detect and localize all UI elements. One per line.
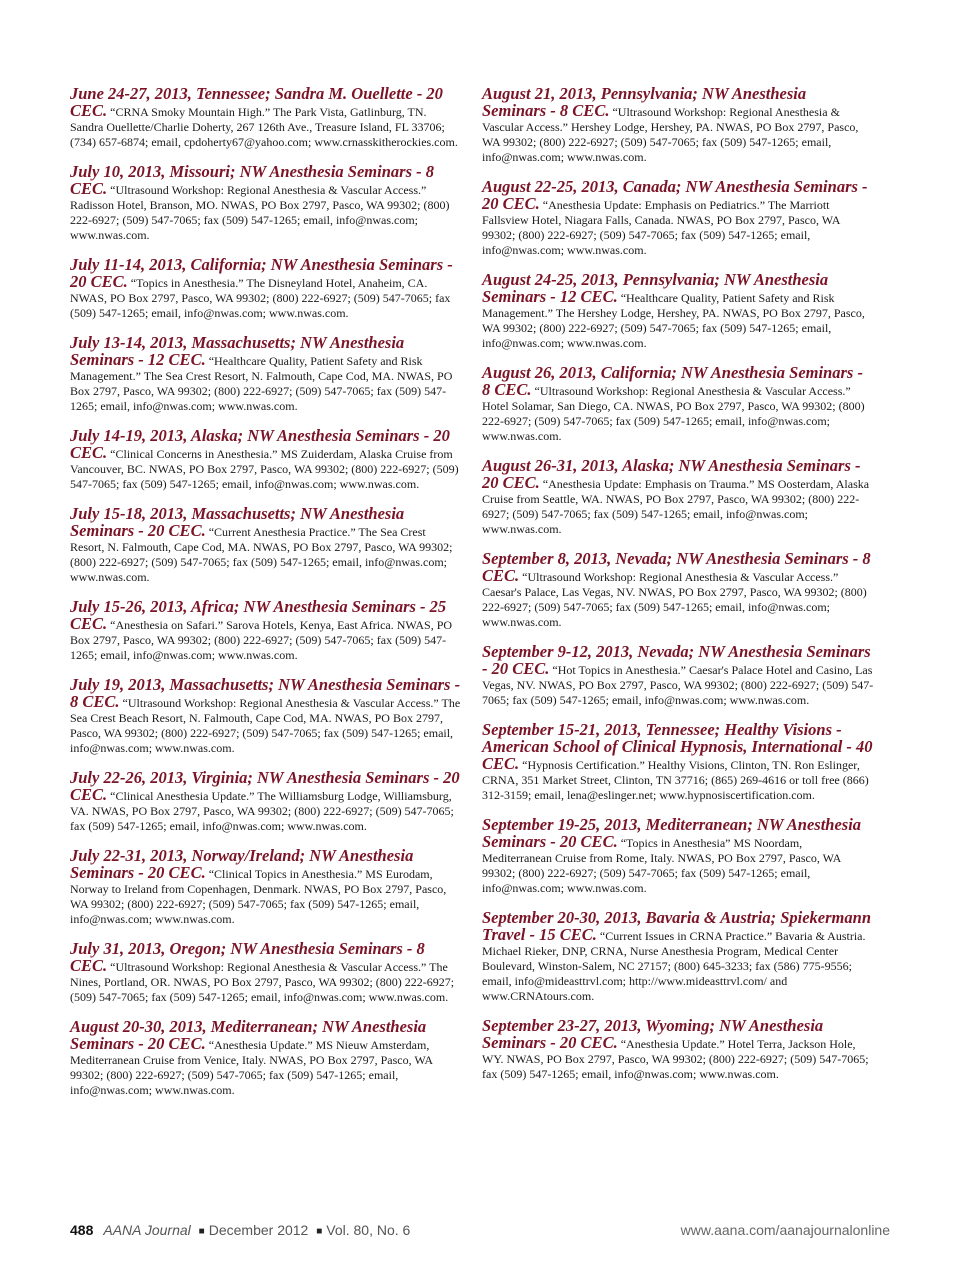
event-heading: July 22-26, 2013, Virginia; NW Anesthesia Seminars - 20 CEC. [70, 768, 460, 804]
event-details: “Ultrasound Workshop: Regional Anesthesia & Vascular Access.” Hershey Lodge, Hershey, PA. NWAS, PO Box 2797, Pasco, WA 99302; (800) 222-6927; (509) 547-7065; fax (509) 547-1265; email, info@nwas.com; www.nwas.com. [482, 105, 859, 164]
event-heading: July 19, 2013, Massachusetts; NW Anesthesia Seminars - 8 CEC. [70, 675, 461, 711]
event-listing [482, 1018, 874, 1082]
event-listing [70, 941, 462, 1005]
event-heading: September 19-25, 2013, Mediterranean; NW Anesthesia Seminars - 20 CEC. [482, 815, 862, 851]
event-details: “Healthcare Quality, Patient Safety and Risk Management.” The Sea Crest Resort, N. Falmouth, Cape Cod, MA. NWAS, PO Box 2797, Pasco, WA 99302; (800) 222-6927; (509) 547-7065; fax (509) 547-1265; email, info@nwas.com; www.nwas.com. [70, 354, 453, 413]
event-listing [482, 910, 874, 1004]
event-heading: August 22-25, 2013, Canada; NW Anesthesia Seminars - 20 CEC. [482, 177, 868, 213]
event-heading: July 11-14, 2013, California; NW Anesthesia Seminars - 20 CEC. [70, 255, 453, 291]
event-heading: July 14-19, 2013, Alaska; NW Anesthesia Seminars - 20 CEC. [70, 426, 450, 462]
event-details: “Clinical Concerns in Anesthesia.” MS Zuiderdam, Alaska Cruise from Vancouver, BC. NWAS, PO Box 2797, Pasco, WA 99302; (800) 222-6927; (509) 547-7065; fax (509) 547-1265; email, info@nwas.com; www.nwas.com. [70, 447, 459, 491]
left-column [70, 86, 462, 1112]
event-heading: August 21, 2013, Pennsylvania; NW Anesthesia Seminars - 8 CEC. [482, 84, 807, 120]
event-listing [70, 164, 462, 243]
event-heading: July 15-26, 2013, Africa; NW Anesthesia Seminars - 25 CEC. [70, 597, 447, 633]
event-heading: August 20-30, 2013, Mediterranean; NW Anesthesia Seminars - 20 CEC. [70, 1017, 427, 1053]
event-heading: September 9-12, 2013, Nevada; NW Anesthesia Seminars - 20 CEC. [482, 642, 871, 678]
event-heading: September 20-30, 2013, Bavaria & Austria; Spiekermann Travel - 15 CEC. [482, 908, 871, 944]
event-heading: June 24-27, 2013, Tennessee; Sandra M. Ouellette - 20 CEC. [70, 84, 443, 120]
event-details: “Topics in Anesthesia” MS Noordam, Mediterranean Cruise from Rome, Italy. NWAS, PO Box 2797, Pasco, WA 99302; (800) 222-6927; (509) 547-7065; fax (509) 547-1265; email, info@nwas.com; www.nwas.com. [482, 836, 841, 895]
event-details: “Hypnosis Certification.” Healthy Visions, Clinton, TN. Ron Eslinger, CRNA, 351 Market Street, Clinton, TN 37716; (865) 269-4616 or toll free (866) 312-3159; email, lena@eslinger.net; www.hypnosiscertification.com. [482, 758, 869, 802]
event-heading: July 15-18, 2013, Massachusetts; NW Anesthesia Seminars - 20 CEC. [70, 504, 405, 540]
issue-date: December 2012 [208, 1222, 309, 1238]
event-listing [70, 335, 462, 414]
event-details: “Clinical Topics in Anesthesia.” MS Eurodam, Norway to Ireland from Copenhagen, Denmark. NWAS, PO Box 2797, Pasco, WA 99302; (800) 222-6927; (509) 547-7065; fax (509) 547-1265; email, info@nwas.com; www.nwas.com. [70, 867, 447, 926]
event-details: “Anesthesia Update.” Hotel Terra, Jackson Hole, WY. NWAS, PO Box 2797, Pasco, WA 99302; (800) 222-6927; (509) 547-7065; fax (509) 547-1265; email, info@nwas.com; www.nwas.com. [482, 1037, 869, 1081]
event-listing [70, 770, 462, 834]
event-details: “Ultrasound Workshop: Regional Anesthesia & Vascular Access.” Caesar's Palace, Las Vegas, NV. NWAS, PO Box 2797, Pasco, WA 99302; (800) 222-6927; (509) 547-7065; fax (509) 547-1265; email, info@nwas.com; www.nwas.com. [482, 570, 867, 629]
event-details: “Ultrasound Workshop: Regional Anesthesia & Vascular Access.” Hotel Solamar, San Diego, CA. NWAS, PO Box 2797, Pasco, WA 99302; (800) 222-6927; (509) 547-7065; fax (509) 547-1265; email, info@nwas.com; www.nwas.com. [482, 384, 865, 443]
separator-icon: ■ [316, 1226, 323, 1237]
event-listing [70, 677, 462, 756]
event-listing [482, 817, 874, 896]
event-details: “Healthcare Quality, Patient Safety and Risk Management.” The Hershey Lodge, Hershey, PA. NWAS, PO Box 2797, Pasco, WA 99302; (800) 222-6927; (509) 547-7065; fax (509) 547-1265; email, info@nwas.com; www.nwas.com. [482, 291, 865, 350]
event-details: “CRNA Smoky Mountain High.” The Park Vista, Gatlinburg, TN. Sandra Ouellette/Charlie Doherty, 267 126th Ave., Treasure Island, FL 33706; (734) 657-6874; email, cpdoherty67@yahoo.com; www.crnasskitherockies.com. [70, 105, 458, 149]
event-details: “Ultrasound Workshop: Regional Anesthesia & Vascular Access.” Radisson Hotel, Branson, MO. NWAS, PO Box 2797, Pasco, WA 99302; (800) 222-6927; (509) 547-7065; fax (509) 547-1265; email, info@nwas.com; www.nwas.com. [70, 183, 450, 242]
event-listing [70, 1019, 462, 1098]
event-details: “Anesthesia on Safari.” Sarova Hotels, Kenya, East Africa. NWAS, PO Box 2797, Pasco, WA 99302; (800) 222-6927; (509) 547-7065; fax (509) 547-1265; email, info@nwas.com; www.nwas.com. [70, 618, 453, 662]
event-heading: September 23-27, 2013, Wyoming; NW Anesthesia Seminars - 20 CEC. [482, 1016, 824, 1052]
event-listing [70, 86, 462, 150]
event-details: “Anesthesia Update: Emphasis on Trauma.” MS Oosterdam, Alaska Cruise from Seattle, WA. NWAS, PO Box 2797, Pasco, WA 99302; (800) 222-6927; (509) 547-7065; fax (509) 547-1265; email, info@nwas.com; www.nwas.com. [482, 477, 870, 536]
event-details: “Topics in Anesthesia.” The Disneyland Hotel, Anaheim, CA. NWAS, PO Box 2797, Pasco, WA 99302; (800) 222-6927; (509) 547-7065; fax (509) 547-1265; email, info@nwas.com; www.nwas.com. [70, 276, 451, 320]
event-listing [70, 428, 462, 492]
event-heading: August 26, 2013, California; NW Anesthesia Seminars - 8 CEC. [482, 363, 863, 399]
event-heading: September 8, 2013, Nevada; NW Anesthesia Seminars - 8 CEC. [482, 549, 871, 585]
journal-url-link[interactable]: www.aana.com/aanajournalonline [680, 1222, 890, 1238]
event-listing [482, 551, 874, 630]
event-listing [482, 644, 874, 708]
page-footer [70, 1222, 890, 1242]
event-details: “Ultrasound Workshop: Regional Anesthesia & Vascular Access.” The Sea Crest Beach Resort, N. Falmouth, Cape Cod, MA. NWAS, PO Box 2797, Pasco, WA 99302; (800) 222-6927; (509) 547-7065; fax (509) 547-1265; email, info@nwas.com; www.nwas.com. [70, 696, 461, 755]
event-heading: September 15-21, 2013, Tennessee; Healthy Visions - American School of Clinical Hypnosis, International - 40 CEC. [482, 720, 873, 773]
event-details: “Current Issues in CRNA Practice.” Bavaria & Austria. Michael Rieker, DNP, CRNA, Nurse Anesthesia Program, Medical Center Boulevard, Winston-Salem, NC 27157; (800) 645-3233; fax (586) 775-9556; email, info@mideasttrvl.com; http://www.mideasttrvl.com/ and www.CRNAtours.com. [482, 929, 866, 1003]
event-details: “Clinical Anesthesia Update.” The Williamsburg Lodge, Williamsburg, VA. NWAS, PO Box 2797, Pasco, WA 99302; (800) 222-6927; (509) 547-7065; fax (509) 547-1265; email, info@nwas.com; www.nwas.com. [70, 789, 454, 833]
event-heading: August 24-25, 2013, Pennsylvania; NW Anesthesia Seminars - 12 CEC. [482, 270, 829, 306]
event-listing [482, 272, 874, 351]
event-heading: July 31, 2013, Oregon; NW Anesthesia Seminars - 8 CEC. [70, 939, 425, 975]
event-listing [70, 599, 462, 663]
right-column [482, 86, 874, 1096]
event-listing [70, 848, 462, 927]
separator-icon: ■ [198, 1226, 205, 1237]
event-listing [482, 458, 874, 537]
event-listing [482, 86, 874, 165]
event-listing [482, 722, 874, 803]
event-listing [482, 365, 874, 444]
event-listing [70, 506, 462, 585]
event-listing [482, 179, 874, 258]
event-listing [70, 257, 462, 321]
journal-name: AANA Journal [103, 1222, 191, 1238]
page-number: 488 [70, 1222, 94, 1238]
event-details: “Current Anesthesia Practice.” The Sea Crest Resort, N. Falmouth, Cape Cod, MA. NWAS, PO Box 2797, Pasco, WA 99302; (800) 222-6927; (509) 547-7065; fax (509) 547-1265; email, info@nwas.com; www.nwas.com. [70, 525, 453, 584]
event-details: “Anesthesia Update: Emphasis on Pediatrics.” The Marriott Fallsview Hotel, Niagara Falls, Canada. NWAS, PO Box 2797, Pasco, WA 99302; (800) 222-6927; (509) 547-7065; fax (509) 547-1265; email, info@nwas.com; www.nwas.com. [482, 198, 840, 257]
event-heading: July 10, 2013, Missouri; NW Anesthesia Seminars - 8 CEC. [70, 162, 434, 198]
event-heading: August 26-31, 2013, Alaska; NW Anesthesia Seminars - 20 CEC. [482, 456, 861, 492]
event-heading: July 22-31, 2013, Norway/Ireland; NW Anesthesia Seminars - 20 CEC. [70, 846, 414, 882]
event-details: “Anesthesia Update.” MS Nieuw Amsterdam, Mediterranean Cruise from Venice, Italy. NWAS, PO Box 2797, Pasco, WA 99302; (800) 222-6927; (509) 547-7065; fax (509) 547-1265; email, info@nwas.com; www.nwas.com. [70, 1038, 433, 1097]
event-details: “Ultrasound Workshop: Regional Anesthesia & Vascular Access.” The Nines, Portland, OR. NWAS, PO Box 2797, Pasco, WA 99302; (800) 222-6927; (509) 547-7065; fax (509) 547-1265; email, info@nwas.com; www.nwas.com. [70, 960, 455, 1004]
volume-info: Vol. 80, No. 6 [326, 1222, 411, 1238]
event-details: “Hot Topics in Anesthesia.” Caesar's Palace Hotel and Casino, Las Vegas, NV. NWAS, PO Box 2797, Pasco, WA 99302; (800) 222-6927; (509) 547-7065; fax (509) 547-1265; email, info@nwas.com; www.nwas.com. [482, 663, 874, 707]
event-heading: July 13-14, 2013, Massachusetts; NW Anesthesia Seminars - 12 CEC. [70, 333, 405, 369]
